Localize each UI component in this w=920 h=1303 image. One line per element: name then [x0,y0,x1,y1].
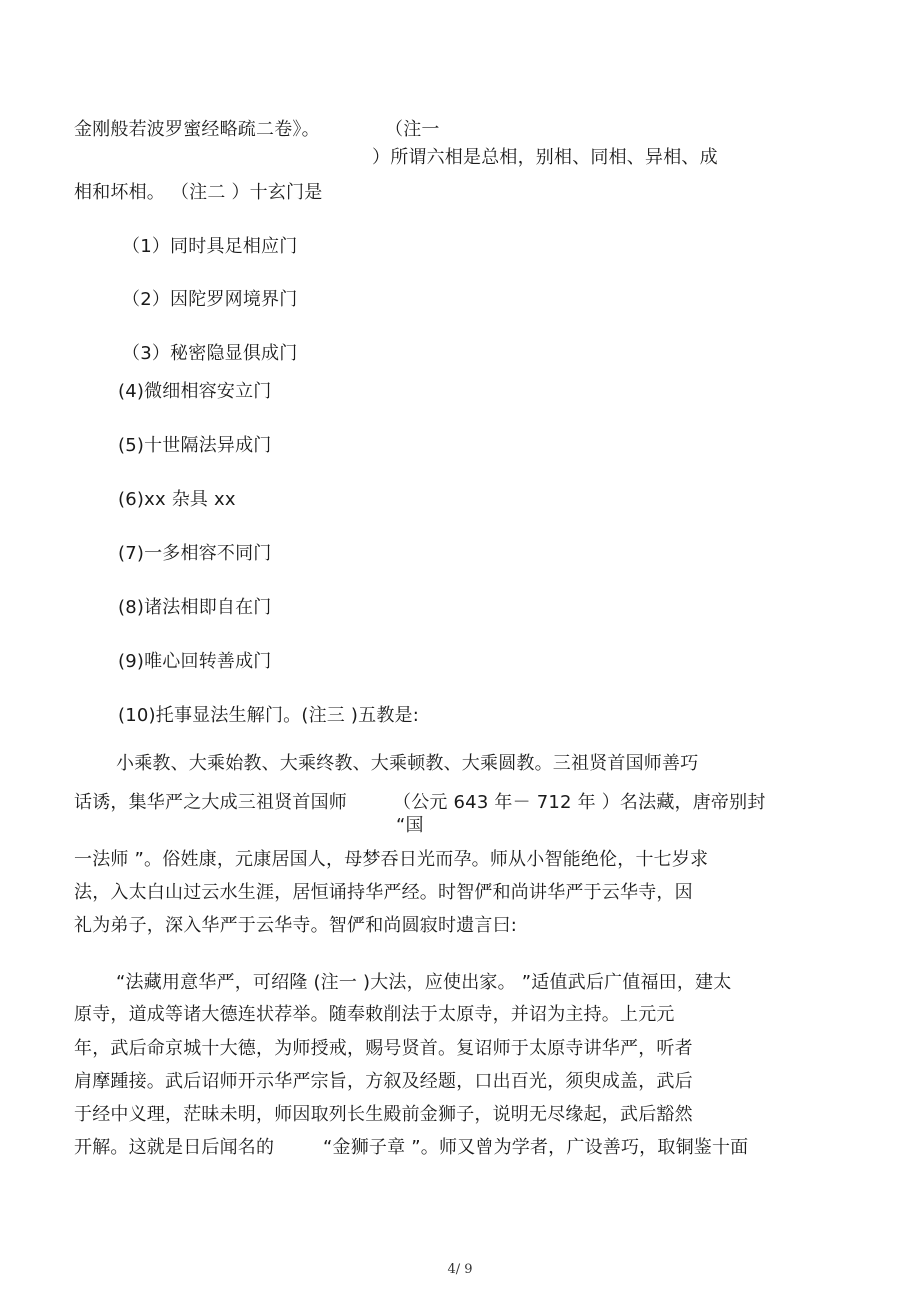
paragraph-line-2a: 话诱，集华严之大成三祖贤首国师 [74,792,347,813]
list-item-3: （3）秘密隐显俱成门 [122,343,298,364]
list-item-8: (8)诸法相即自在门 [118,597,272,618]
list-item-7: (7)一多相容不同门 [118,543,272,564]
paragraph-line-3: 一法师 ”。俗姓康，元康居国人，母梦吞日光而孕。师从小智能绝伦，十七岁求 [74,849,709,870]
list-item-5: (5)十世隔法异成门 [118,435,272,456]
paragraph-line-8: 年，武后命京城十大德，为师授戒，赐号贤首。复诏师于太原寺讲华严，听者 [74,1038,693,1059]
list-item-2: （2）因陀罗网境界门 [122,289,298,310]
text-line-3: 相和坏相。 （注二 ）十玄门是 [74,182,323,203]
paragraph-line-10: 于经中义理，茫昧未明，师因取列长生殿前金狮子，说明无尽缘起，武后豁然 [74,1104,693,1125]
paragraph-line-2b: （公元 643 年－ 712 年 ）名法藏，唐帝别封 [393,792,766,813]
list-item-9: (9)唯心回转善成门 [118,651,272,672]
note-ref-open: （注一 [385,119,440,140]
paragraph-line-1: 小乘教、大乘始教、大乘终教、大乘顿教、大乘圆教。三祖贤首国师善巧 [116,753,699,774]
paragraph-line-6: “法藏用意华严，可绍隆 (注一 )大法，应使出家。 ”适值武后广值福田，建太 [116,972,732,993]
text-line-1: 金刚般若波罗蜜经略疏二卷》。 [74,119,320,140]
paragraph-line-11a: 开解。这就是日后闻名的 [74,1137,275,1158]
page-number: 4/ 9 [447,1262,473,1277]
list-item-4: (4)微细相容安立门 [118,381,272,402]
list-item-1: （1）同时具足相应门 [122,236,298,257]
paragraph-line-11b: “金狮子章 ”。师又曾为学者，广设善巧，取铜鉴十面 [323,1137,749,1158]
paragraph-line-2c: “国 [396,815,424,836]
paragraph-line-7: 原寺，道成等诸大德连状荐举。随奉敕削法于太原寺，并诏为主持。上元元 [74,1004,675,1025]
list-item-10: (10)托事显法生解门。(注三 )五教是: [118,705,419,726]
text-line-2: ）所谓六相是总相，别相、同相、异相、成 [372,147,718,168]
paragraph-line-4: 法，入太白山过云水生涯，居恒诵持华严经。时智俨和尚讲华严于云华寺，因 [74,882,693,903]
paragraph-line-5: 礼为弟子，深入华严于云华寺。智俨和尚圆寂时遗言曰: [74,915,518,936]
list-item-6: (6)xx 杂具 xx [118,489,236,510]
paragraph-line-9: 肩摩踵接。武后诏师开示华严宗旨，方叙及经题，口出百光，须臾成盖，武后 [74,1071,693,1092]
